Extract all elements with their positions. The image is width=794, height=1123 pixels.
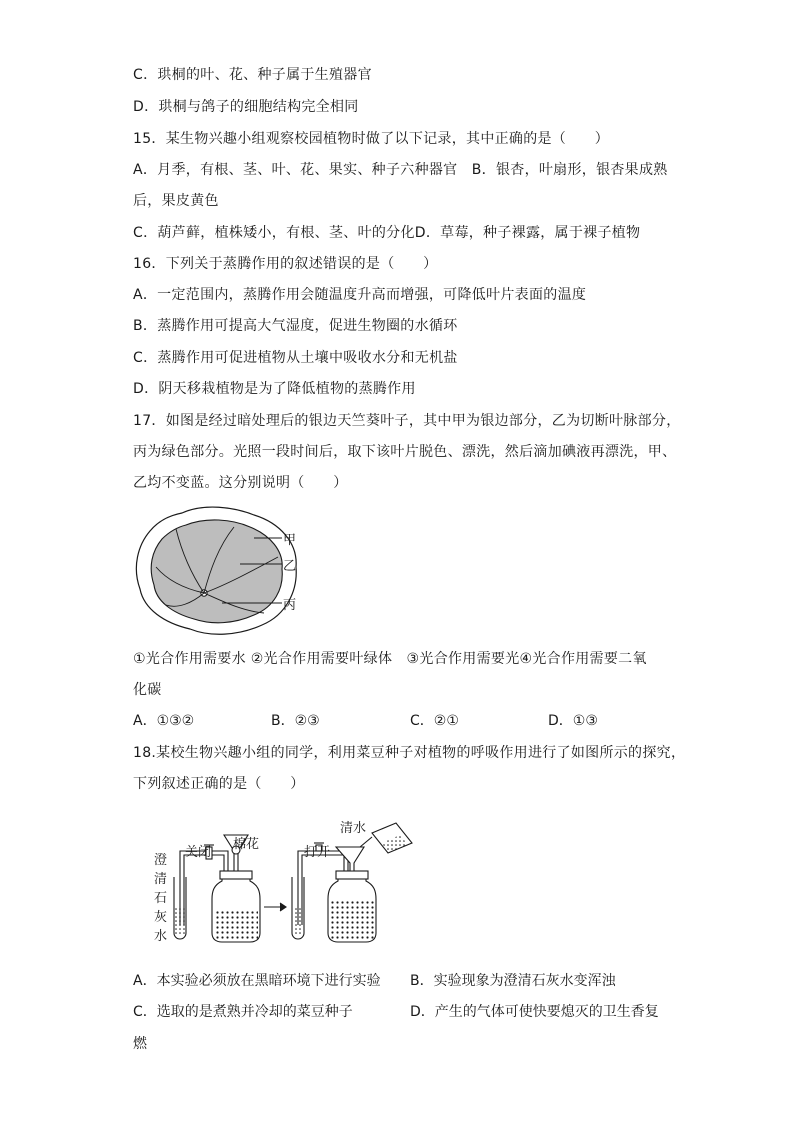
label-closed: 关闭 <box>185 845 212 860</box>
label-yi: 乙 <box>283 559 297 574</box>
q18-option-a: A．本实验必须放在黑暗环境下进行实验 <box>133 973 381 989</box>
q15-options-ab: A．月季，有根、茎、叶、花、果实、种子六种器官 B．银杏，叶扇形，银杏果成熟 <box>133 162 668 178</box>
label-jia: 甲 <box>283 533 297 548</box>
q14-option-c: C．珙桐的叶、花、种子属于生殖器官 <box>133 67 372 83</box>
q14-option-d: D．珙桐与鸽子的细胞结构完全相同 <box>133 99 359 115</box>
q15-stem: 15．某生物兴趣小组观察校园植物时做了以下记录，其中正确的是（ ） <box>133 131 610 147</box>
q17-option-c: C．②① <box>410 713 459 729</box>
label-open: 打开 <box>304 845 331 860</box>
q18-option-b: B．实验现象为澄清石灰水变浑浊 <box>410 973 616 989</box>
label-bing: 丙 <box>283 598 297 613</box>
q18-option-c: C．选取的是煮熟并冷却的菜豆种子 <box>133 1004 353 1020</box>
label-cotton: 棉花 <box>233 837 260 852</box>
q15-options-ab-continued: 后，果皮黄色 <box>133 193 219 209</box>
q17-statements-line2: 化碳 <box>133 682 162 698</box>
label-limewater: 澄 清 石 灰 水 <box>154 853 168 944</box>
q18-option-d: D．产生的气体可使快要熄灭的卫生香复 <box>410 1004 659 1020</box>
q17-option-b: B．②③ <box>271 713 320 729</box>
label-clear-water: 清水 <box>340 821 367 836</box>
q16-option-b: B．蒸腾作用可提高大气湿度，促进生物圈的水循环 <box>133 318 458 334</box>
q18-stem-line1: 18.某校生物兴趣小组的同学，利用菜豆种子对植物的呼吸作用进行了如图所示的探究， <box>133 745 686 761</box>
leaf-green-region <box>151 520 282 623</box>
q16-stem: 16．下列关于蒸腾作用的叙述错误的是（ ） <box>133 256 438 272</box>
q17-statements-line1: ①光合作用需要水 ②光合作用需要叶绿体 ③光合作用需要光④光合作用需要二氧 <box>133 651 647 667</box>
q17-option-a: A．①③② <box>133 713 195 729</box>
q17-stem-line3: 乙均不变蓝。这分别说明（ ） <box>133 475 348 491</box>
respiration-apparatus-figure <box>150 815 420 950</box>
q16-option-a: A．一定范围内，蒸腾作用会随温度升高而增强，可降低叶片表面的温度 <box>133 287 587 303</box>
q17-option-d: D．①③ <box>548 713 598 729</box>
q18-option-d-continued: 燃 <box>133 1036 147 1052</box>
q17-stem-line1: 17．如图是经过暗处理后的银边天竺葵叶子，其中甲为银边部分，乙为切断叶脉部分， <box>133 413 681 429</box>
q17-stem-line2: 丙为绿色部分。光照一段时间后，取下该叶片脱色、漂洗，然后滴加碘液再漂洗，甲、 <box>133 444 677 460</box>
q16-option-c: C．蒸腾作用可促进植物从土壤中吸收水分和无机盐 <box>133 350 458 366</box>
q18-stem-line2: 下列叙述正确的是（ ） <box>133 776 305 792</box>
q15-options-cd: C．葫芦藓，植株矮小，有根、茎、叶的分化D．草莓，种子裸露，属于裸子植物 <box>133 225 641 241</box>
q16-option-d: D．阴天移栽植物是为了降低植物的蒸腾作用 <box>133 381 416 397</box>
